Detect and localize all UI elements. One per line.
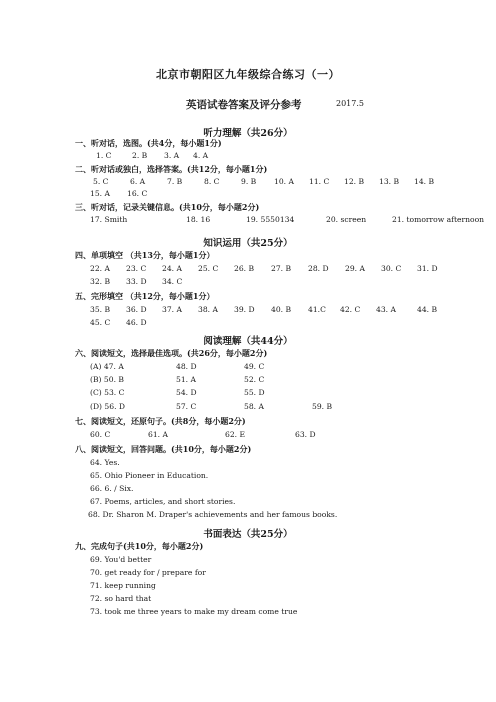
answer-item: (C) 53. C	[90, 388, 125, 397]
answer-item: 63. D	[295, 430, 316, 439]
answer-item: 32. B	[90, 277, 111, 286]
answer-item: 43. A	[376, 305, 396, 314]
answer-item: 16. C	[127, 189, 148, 198]
answer-item: 19. 5550134	[246, 215, 295, 224]
answer-item: 42. C	[340, 305, 361, 314]
answer-item: (D) 56. D	[90, 402, 126, 411]
answer-item: 14. B	[414, 177, 435, 186]
answer-item: (B) 50. B	[90, 375, 124, 384]
answer-item: 48. D	[176, 362, 197, 371]
answer-item: 39. D	[234, 305, 255, 314]
answer-item: 49. C	[244, 362, 265, 371]
answer-line: 73. took me three years to make my dream come true	[90, 607, 298, 616]
section-header-writing: 书面表达（共25分）	[203, 529, 293, 540]
exam-date: 2017.5	[336, 99, 364, 108]
answer-item: 41.C	[308, 305, 326, 314]
answer-item: 2. B	[132, 151, 148, 160]
answer-item: 23. C	[126, 264, 147, 273]
answer-item: 4. A	[193, 151, 209, 160]
answer-item: 13. B	[379, 177, 400, 186]
question-group-6-label: 六、阅读短文，选择最佳选项。(共26分，每小题2分)	[75, 348, 268, 358]
answer-item: 12. B	[344, 177, 365, 186]
answer-item: 35. B	[90, 305, 111, 314]
answer-item: 28. D	[308, 264, 329, 273]
answer-item: 10. A	[274, 177, 294, 186]
question-group-9-label: 九、完成句子(共10分，每小题2分)	[75, 541, 204, 551]
answer-item: 31. D	[417, 264, 438, 273]
answer-item: 44. B	[417, 305, 438, 314]
question-group-3-label: 三、听对话，记录关键信息。(共10分，每小题2分)	[75, 202, 260, 212]
answer-item: 36. D	[126, 305, 147, 314]
answer-item: 18. 16	[186, 215, 211, 224]
answer-item: 34. C	[162, 277, 183, 286]
answer-item: 22. A	[90, 264, 110, 273]
answer-item: 3. A	[164, 151, 180, 160]
answer-item: 51. A	[176, 375, 196, 384]
answer-item: 55. D	[244, 388, 265, 397]
answer-item: 52. C	[244, 375, 265, 384]
question-group-7-label: 七、阅读短文，还原句子。(共8分，每小题2分)	[75, 416, 246, 426]
answer-item: 33. D	[126, 277, 147, 286]
answer-item: 24. A	[162, 264, 182, 273]
answer-item: 15. A	[90, 189, 110, 198]
answer-line: 66. 6. / Six.	[90, 484, 134, 493]
answer-item: 9. B	[241, 177, 257, 186]
answer-item: 27. B	[271, 264, 292, 273]
answer-line: 72. so hard that	[90, 594, 152, 603]
question-group-2-label: 二、听对话或独白，选择答案。(共12分，每小题1分)	[75, 164, 268, 174]
answer-item: 40. B	[271, 305, 292, 314]
answer-item: 61. A	[148, 430, 168, 439]
answer-item: 60. C	[90, 430, 111, 439]
answer-item: 25. C	[198, 264, 219, 273]
answer-line: 64. Yes.	[90, 458, 120, 467]
answer-item: 1. C	[96, 151, 112, 160]
answer-item: 54. D	[176, 388, 197, 397]
page-title: 北京市朝阳区九年级综合练习（一）	[156, 68, 340, 81]
answer-item: 8. C	[204, 177, 220, 186]
answer-item: 30. C	[381, 264, 402, 273]
answer-item: 38. A	[198, 305, 218, 314]
answer-item: 7. B	[167, 177, 183, 186]
page-subtitle: 英语试卷答案及评分参考	[186, 99, 302, 111]
answer-line: 68. Dr. Sharon M. Draper's achievements and her famous books.	[88, 510, 338, 519]
answer-item: 26. B	[234, 264, 255, 273]
question-group-1-label: 一、听对话，选图。(共4分，每小题1分)	[75, 138, 222, 148]
answer-item: (A) 47. A	[90, 362, 124, 371]
answer-item: 17. Smith	[90, 215, 128, 224]
answer-item: 5. C	[93, 177, 109, 186]
answer-line: 69. You'd better	[90, 555, 152, 564]
answer-item: 29. A	[345, 264, 365, 273]
answer-line: 67. Poems, articles, and short stories.	[90, 497, 236, 506]
answer-item: 59. B	[312, 402, 333, 411]
question-group-5-label: 五、完形填空 （共12分，每小题1分）	[75, 291, 215, 301]
question-group-8-label: 八、阅读短文，回答问题。(共10分，每小题2分)	[75, 444, 252, 454]
answer-item: 57. C	[176, 402, 197, 411]
answer-line: 70. get ready for / prepare for	[90, 568, 206, 577]
section-header-knowledge: 知识运用（共25分）	[203, 238, 293, 249]
answer-line: 71. keep running	[90, 581, 156, 590]
answer-item: 62. E	[225, 430, 246, 439]
answer-item: 58. A	[244, 402, 264, 411]
answer-item: 21. tomorrow afternoon	[392, 215, 485, 224]
answer-line: 65. Ohio Pioneer in Education.	[90, 471, 209, 480]
answer-item: 45. C	[90, 318, 111, 327]
answer-item: 11. C	[309, 177, 330, 186]
question-group-4-label: 四、单项填空 （共13分，每小题1分）	[75, 250, 215, 260]
answer-item: 46. D	[126, 318, 147, 327]
section-header-reading: 阅读理解（共44分）	[203, 336, 293, 347]
section-header-listening: 听力理解（共26分）	[203, 128, 293, 139]
answer-item: 6. A	[130, 177, 146, 186]
answer-item: 37. A	[162, 305, 182, 314]
answer-item: 20. screen	[326, 215, 367, 224]
